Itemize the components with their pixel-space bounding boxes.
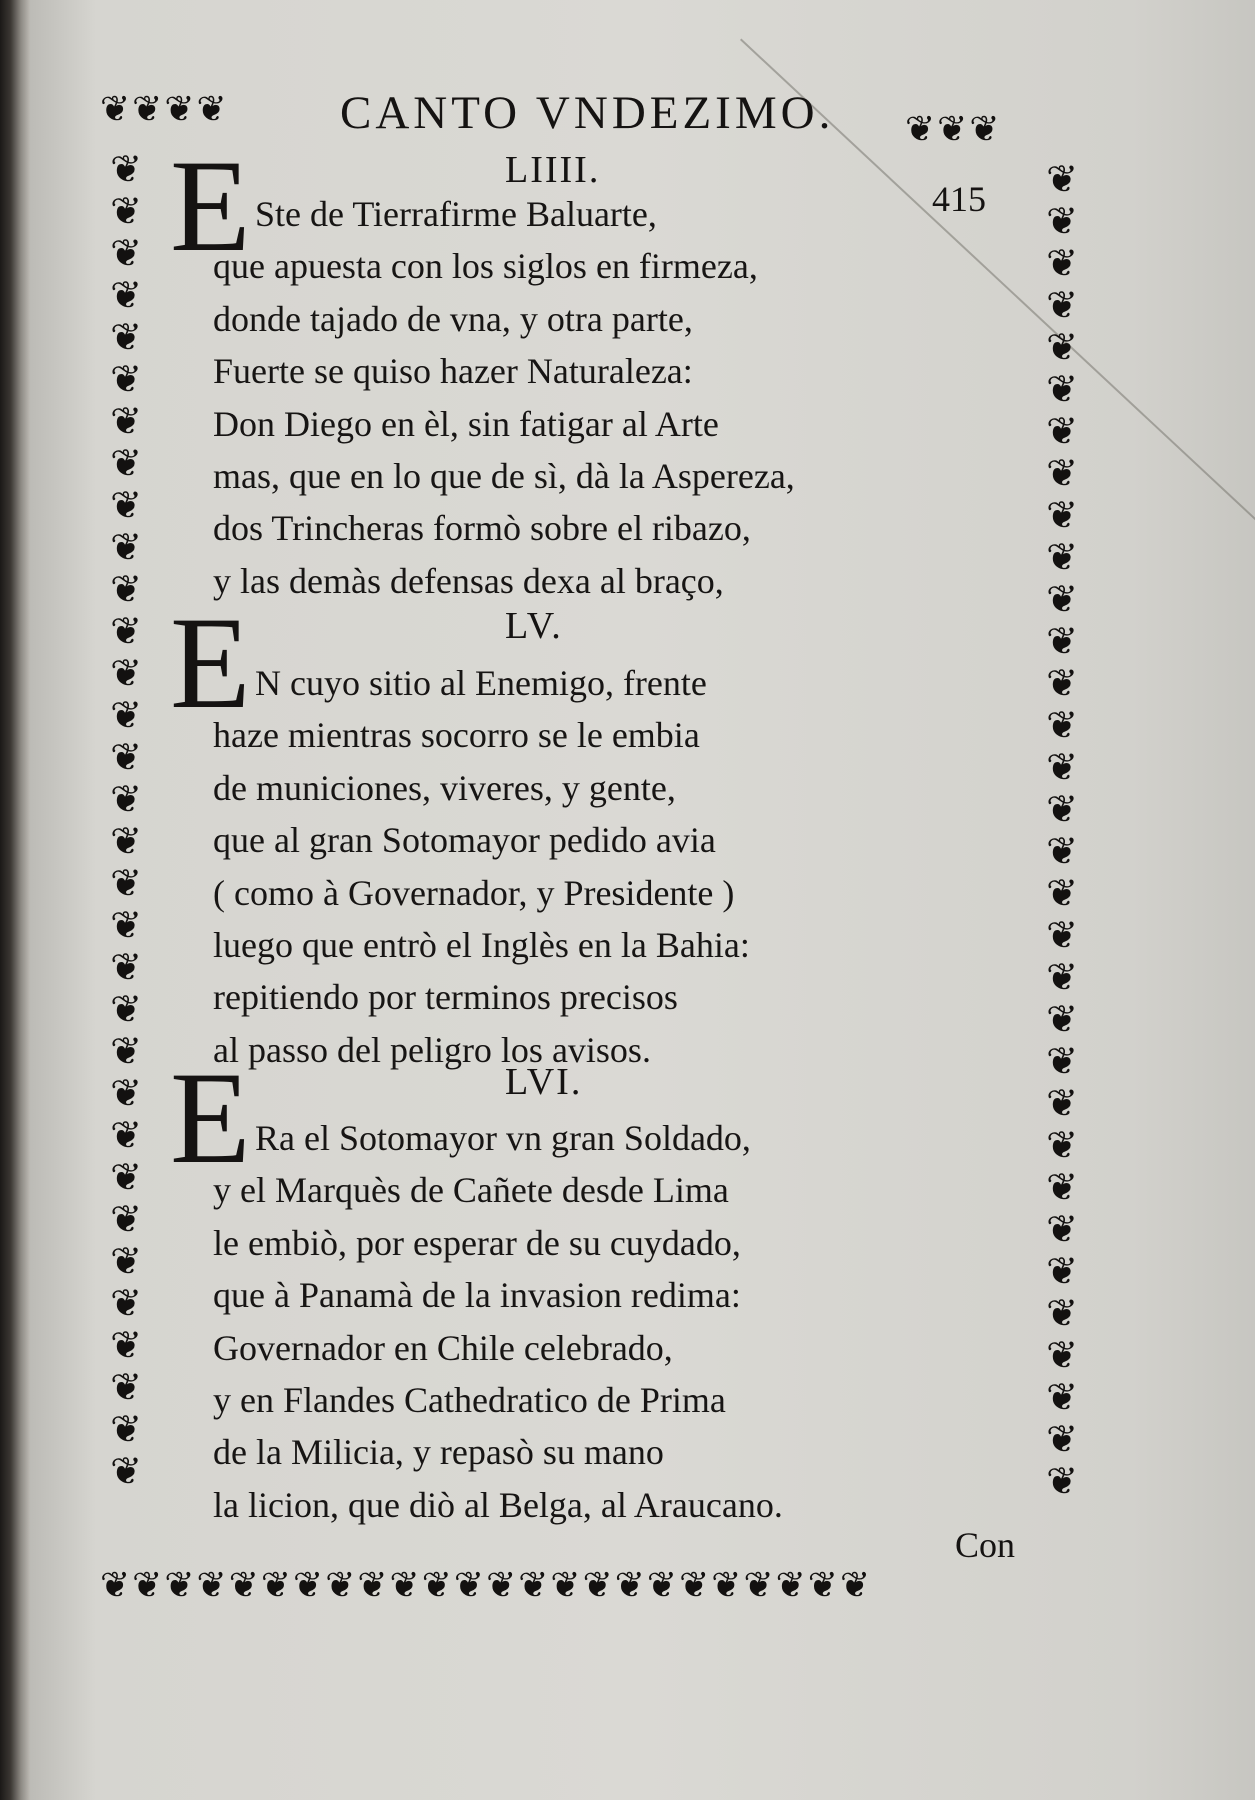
drop-cap: E	[170, 1044, 251, 1191]
verse-line: que apuesta con los siglos en firmeza,	[213, 246, 758, 287]
fleuron-icon: ❦	[110, 1407, 142, 1451]
fleuron-icon: ❦	[1046, 1207, 1078, 1251]
drop-cap: E	[170, 589, 251, 736]
fleuron-icon: ❦	[110, 567, 142, 611]
border-bottom	[100, 1565, 871, 1606]
verse-line: Fuerte se quiso hazer Naturaleza:	[213, 351, 693, 392]
fleuron-icon: ❦	[1046, 1459, 1078, 1503]
verse-line: de la Milicia, y repasò su mano	[213, 1432, 664, 1473]
fleuron-icon: ❦	[389, 1565, 420, 1606]
book-gutter	[0, 0, 30, 1800]
fleuron-icon: ❦	[100, 89, 131, 130]
stanza-liiii	[213, 188, 795, 607]
border-right	[1042, 157, 1082, 1504]
fleuron-icon: ❦	[905, 109, 936, 150]
verse-line: que al gran Sotomayor pedido avia	[213, 820, 716, 861]
verse-line: repitiendo por terminos precisos	[213, 977, 678, 1018]
fleuron-icon: ❦	[110, 987, 142, 1031]
verse-line: y en Flandes Cathedratico de Prima	[213, 1379, 726, 1420]
fleuron-icon: ❦	[775, 1565, 806, 1606]
fleuron-icon: ❦	[1046, 619, 1078, 663]
fleuron-icon: ❦	[646, 1565, 678, 1606]
fleuron-icon: ❦	[937, 109, 968, 150]
fleuron-icon: ❦	[743, 1565, 774, 1606]
fleuron-icon: ❦	[357, 1565, 388, 1606]
fleuron-icon: ❦	[1046, 367, 1078, 411]
fleuron-icon: ❦	[582, 1565, 613, 1606]
fleuron-icon: ❦	[110, 777, 142, 821]
verse-line: de municiones, viveres, y gente,	[213, 767, 676, 808]
verse-line: Don Diego en èl, sin fatigar al Arte	[213, 403, 719, 444]
verse-line: luego que entrò el Inglès en la Bahia:	[213, 924, 750, 965]
fleuron-icon: ❦	[1046, 955, 1078, 999]
fleuron-icon: ❦	[1046, 283, 1078, 327]
fleuron-icon: ❦	[679, 1565, 710, 1606]
fleuron-icon: ❦	[1046, 661, 1078, 705]
fleuron-icon: ❦	[100, 1565, 131, 1606]
fleuron-icon: ❦	[518, 1565, 549, 1606]
fleuron-icon: ❦	[110, 819, 142, 863]
fleuron-icon: ❦	[110, 525, 142, 569]
fleuron-icon: ❦	[1046, 1039, 1078, 1083]
fleuron-icon: ❦	[1046, 1165, 1078, 1209]
fleuron-icon: ❦	[110, 315, 142, 359]
fleuron-icon: ❦	[453, 1565, 485, 1606]
stanza-lv	[213, 657, 750, 1076]
fleuron-icon: ❦	[132, 89, 163, 130]
fleuron-icon: ❦	[110, 1281, 142, 1325]
fleuron-icon: ❦	[110, 1239, 142, 1283]
fleuron-icon: ❦	[110, 273, 142, 317]
fleuron-icon: ❦	[1046, 1123, 1078, 1167]
fleuron-icon: ❦	[839, 1565, 871, 1606]
border-left	[106, 147, 146, 1494]
verse-line: y el Marquès de Cañete desde Lima	[213, 1170, 729, 1211]
fleuron-icon: ❦	[486, 1565, 517, 1606]
fleuron-icon: ❦	[1046, 577, 1078, 621]
fleuron-icon: ❦	[325, 1565, 356, 1606]
fleuron-icon: ❦	[550, 1565, 581, 1606]
stanza-number: LV.	[505, 605, 563, 647]
fleuron-icon: ❦	[164, 1565, 195, 1606]
fleuron-icon: ❦	[110, 735, 142, 779]
fleuron-icon: ❦	[110, 147, 142, 191]
verse-line: haze mientras socorro se le embia	[213, 715, 700, 756]
fleuron-icon: ❦	[110, 1449, 142, 1493]
fleuron-icon: ❦	[421, 1565, 452, 1606]
fleuron-icon: ❦	[1046, 871, 1078, 915]
fleuron-icon: ❦	[196, 1565, 227, 1606]
fleuron-icon: ❦	[110, 441, 142, 485]
page-number: 415	[932, 179, 986, 219]
fleuron-icon: ❦	[1046, 1081, 1078, 1125]
stanza-lvi	[213, 1112, 783, 1531]
fleuron-icon: ❦	[228, 1565, 259, 1606]
verse-line: Ra el Sotomayor vn gran Soldado,	[255, 1118, 751, 1158]
verse-line: mas, que en lo que de sì, dà la Aspereza,	[213, 455, 795, 496]
fleuron-icon: ❦	[1046, 535, 1078, 579]
fleuron-icon: ❦	[969, 109, 1000, 150]
verse-line: ( como à Governador, y Presidente )	[213, 872, 735, 913]
fleuron-icon: ❦	[1046, 997, 1078, 1041]
border-top-right	[905, 109, 1000, 150]
fleuron-icon: ❦	[1046, 199, 1078, 243]
fleuron-icon: ❦	[110, 1029, 142, 1073]
verse-line: dos Trincheras formò sobre el ribazo,	[213, 508, 751, 549]
drop-cap: E	[170, 132, 251, 279]
verse-line: que à Panamà de la invasion redima:	[213, 1275, 741, 1316]
fleuron-icon: ❦	[1046, 787, 1078, 831]
fleuron-icon: ❦	[110, 1323, 142, 1367]
fleuron-icon: ❦	[711, 1565, 742, 1606]
fleuron-icon: ❦	[1046, 1375, 1078, 1419]
fleuron-icon: ❦	[293, 1565, 324, 1606]
verse-line: donde tajado de vna, y otra parte,	[213, 298, 693, 339]
running-header: CANTO VNDEZIMO.	[340, 87, 835, 139]
fleuron-icon: ❦	[1046, 325, 1078, 369]
fleuron-icon: ❦	[110, 231, 142, 275]
verse-line: y las demàs defensas dexa al braço,	[213, 560, 724, 601]
fleuron-icon: ❦	[1046, 409, 1078, 453]
verse-line: le embiò, por esperar de su cuydado,	[213, 1222, 741, 1263]
fleuron-icon: ❦	[110, 189, 142, 233]
fleuron-icon: ❦	[614, 1565, 645, 1606]
fleuron-icon: ❦	[1046, 1249, 1078, 1293]
fleuron-icon: ❦	[1046, 451, 1078, 495]
verse-line: Governador en Chile celebrado,	[213, 1327, 673, 1368]
fleuron-icon: ❦	[1046, 1333, 1078, 1377]
fleuron-icon: ❦	[1046, 703, 1078, 747]
fleuron-icon: ❦	[110, 1155, 142, 1199]
fleuron-icon: ❦	[132, 1565, 163, 1606]
catchword: Con	[955, 1525, 1016, 1565]
fleuron-icon: ❦	[807, 1565, 838, 1606]
fleuron-icon: ❦	[110, 483, 142, 527]
stanza-number: LIIII.	[505, 149, 601, 191]
fleuron-icon: ❦	[110, 1071, 142, 1115]
fleuron-icon: ❦	[1046, 241, 1078, 285]
fleuron-icon: ❦	[110, 651, 142, 695]
fleuron-icon: ❦	[110, 399, 142, 443]
fleuron-icon: ❦	[1046, 157, 1078, 201]
verse-line: Ste de Tierrafirme Baluarte,	[255, 194, 657, 234]
fleuron-icon: ❦	[1046, 745, 1078, 789]
fleuron-icon: ❦	[110, 609, 142, 653]
fleuron-icon: ❦	[1046, 493, 1078, 537]
verse-line: al passo del peligro los avisos.	[213, 1029, 651, 1070]
stanza-number: LVI.	[505, 1061, 583, 1103]
fleuron-icon: ❦	[110, 861, 142, 905]
fleuron-icon: ❦	[1046, 913, 1078, 957]
fleuron-icon: ❦	[110, 1197, 142, 1241]
fleuron-icon: ❦	[164, 89, 195, 130]
fleuron-icon: ❦	[110, 945, 142, 989]
fleuron-icon: ❦	[110, 1365, 142, 1409]
border-top-left	[100, 89, 227, 130]
fleuron-icon: ❦	[1046, 1417, 1078, 1461]
fleuron-icon: ❦	[110, 1113, 142, 1157]
fleuron-icon: ❦	[260, 1565, 292, 1606]
fleuron-icon: ❦	[110, 903, 142, 947]
fleuron-icon: ❦	[110, 357, 142, 401]
fleuron-icon: ❦	[1046, 829, 1078, 873]
verse-line: N cuyo sitio al Enemigo, frente	[255, 663, 707, 703]
fleuron-icon: ❦	[1046, 1291, 1078, 1335]
fleuron-icon: ❦	[196, 89, 227, 130]
fleuron-icon: ❦	[110, 693, 142, 737]
verse-line: la licion, que diò al Belga, al Araucano.	[213, 1484, 783, 1525]
